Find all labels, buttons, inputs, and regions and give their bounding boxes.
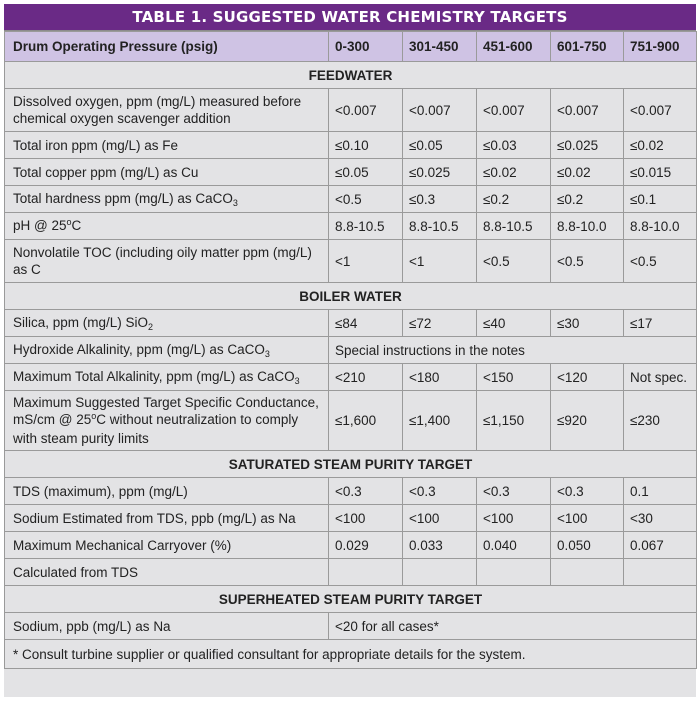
table-row xyxy=(5,478,697,505)
chemistry-table xyxy=(4,31,697,669)
cell: <0.007 xyxy=(329,89,403,132)
cell: <0.3 xyxy=(403,478,477,505)
table-row xyxy=(5,364,697,391)
header-col: 601-750 xyxy=(551,32,624,62)
subscript: 3 xyxy=(264,348,270,359)
merged-cell: <20 for all cases* xyxy=(329,613,697,640)
footnote: * Consult turbine supplier or qualified consultant for appropriate details for the system. xyxy=(5,640,697,669)
cell: <1 xyxy=(403,240,477,283)
footnote-row xyxy=(5,640,697,669)
cell: ≤0.025 xyxy=(403,159,477,186)
cell: <0.007 xyxy=(551,89,624,132)
water-chemistry-table-panel xyxy=(4,4,696,697)
cell: 8.8-10.5 xyxy=(329,213,403,240)
cell: ≤0.10 xyxy=(329,132,403,159)
label-text: C without neutralization to comply with steam purity limits xyxy=(13,412,299,446)
label-text: Maximum Total Alkalinity, ppm (mg/L) as CaCO xyxy=(13,368,295,384)
cell: 8.8-10.0 xyxy=(624,213,697,240)
cell: Not spec. xyxy=(624,364,697,391)
cell: ≤1,400 xyxy=(403,391,477,451)
cell: <0.3 xyxy=(329,478,403,505)
subscript: 2 xyxy=(148,321,154,332)
header-col: 0-300 xyxy=(329,32,403,62)
row-label xyxy=(5,213,329,240)
cell: ≤0.03 xyxy=(477,132,551,159)
cell: 8.8-10.0 xyxy=(551,213,624,240)
row-label xyxy=(5,310,329,337)
label-text: Maximum Suggested Target Specific Conductance, mS/cm @ 25 xyxy=(13,395,319,427)
cell: <100 xyxy=(551,505,624,532)
label-text: C xyxy=(71,217,82,233)
table-row xyxy=(5,310,697,337)
cell: <100 xyxy=(403,505,477,532)
subscript: 3 xyxy=(294,375,300,386)
table-row xyxy=(5,505,697,532)
table-row xyxy=(5,132,697,159)
cell: ≤0.05 xyxy=(403,132,477,159)
cell: 8.8-10.5 xyxy=(403,213,477,240)
cell: <210 xyxy=(329,364,403,391)
cell: <0.5 xyxy=(624,240,697,283)
cell: ≤84 xyxy=(329,310,403,337)
table-title: TABLE 1. SUGGESTED WATER CHEMISTRY TARGETS xyxy=(4,4,696,31)
cell: ≤920 xyxy=(551,391,624,451)
cell: 0.033 xyxy=(403,532,477,559)
row-label xyxy=(5,337,329,364)
cell: ≤0.025 xyxy=(551,132,624,159)
cell: <30 xyxy=(624,505,697,532)
table-row xyxy=(5,391,697,451)
section-row xyxy=(5,62,697,89)
cell xyxy=(624,559,697,586)
cell: ≤0.05 xyxy=(329,159,403,186)
cell: ≤1,150 xyxy=(477,391,551,451)
header-label: Drum Operating Pressure (psig) xyxy=(5,32,329,62)
cell: ≤0.2 xyxy=(551,186,624,213)
cell: ≤230 xyxy=(624,391,697,451)
row-label: Total copper ppm (mg/L) as Cu xyxy=(5,159,329,186)
cell: 0.1 xyxy=(624,478,697,505)
superscript: o xyxy=(66,216,72,227)
cell: <150 xyxy=(477,364,551,391)
cell: ≤17 xyxy=(624,310,697,337)
cell: ≤40 xyxy=(477,310,551,337)
section-row xyxy=(5,586,697,613)
row-label: Nonvolatile TOC (including oily matter ppm (mg/L) as C xyxy=(5,240,329,283)
cell: <0.007 xyxy=(403,89,477,132)
cell: <0.5 xyxy=(477,240,551,283)
cell: 0.067 xyxy=(624,532,697,559)
cell: <0.3 xyxy=(551,478,624,505)
superscript: o xyxy=(91,411,97,421)
cell: ≤30 xyxy=(551,310,624,337)
cell xyxy=(551,559,624,586)
cell: ≤1,600 xyxy=(329,391,403,451)
table-row xyxy=(5,613,697,640)
cell: ≤0.2 xyxy=(477,186,551,213)
row-label: Sodium, ppb (mg/L) as Na xyxy=(5,613,329,640)
cell: ≤0.02 xyxy=(551,159,624,186)
cell: <0.5 xyxy=(551,240,624,283)
subscript: 3 xyxy=(232,197,238,208)
merged-cell: Special instructions in the notes xyxy=(329,337,697,364)
label-text: Total hardness ppm (mg/L) as CaCO xyxy=(13,190,233,206)
table-row xyxy=(5,213,697,240)
cell: <100 xyxy=(329,505,403,532)
header-col: 751-900 xyxy=(624,32,697,62)
cell: ≤0.02 xyxy=(477,159,551,186)
header-col: 301-450 xyxy=(403,32,477,62)
cell xyxy=(329,559,403,586)
cell: <0.007 xyxy=(477,89,551,132)
section-feedwater: FEEDWATER xyxy=(5,62,697,89)
cell: <0.007 xyxy=(624,89,697,132)
cell xyxy=(477,559,551,586)
cell: <0.3 xyxy=(477,478,551,505)
cell: ≤0.015 xyxy=(624,159,697,186)
cell: <1 xyxy=(329,240,403,283)
section-boiler-water: BOILER WATER xyxy=(5,283,697,310)
cell: ≤0.3 xyxy=(403,186,477,213)
cell: 0.040 xyxy=(477,532,551,559)
cell xyxy=(403,559,477,586)
section-row xyxy=(5,451,697,478)
label-text: Silica, ppm (mg/L) SiO xyxy=(13,314,149,330)
row-label: Dissolved oxygen, ppm (mg/L) measured before chemical oxygen scavenger addition xyxy=(5,89,329,132)
cell: 0.029 xyxy=(329,532,403,559)
row-label: Total iron ppm (mg/L) as Fe xyxy=(5,132,329,159)
label-text: pH @ 25 xyxy=(13,217,67,233)
cell: <0.5 xyxy=(329,186,403,213)
row-label xyxy=(5,391,329,451)
cell: 8.8-10.5 xyxy=(477,213,551,240)
table-row xyxy=(5,240,697,283)
cell: ≤0.02 xyxy=(624,132,697,159)
table-row xyxy=(5,337,697,364)
row-label: Sodium Estimated from TDS, ppb (mg/L) as Na xyxy=(5,505,329,532)
section-superheated-steam: SUPERHEATED STEAM PURITY TARGET xyxy=(5,586,697,613)
cell: ≤0.1 xyxy=(624,186,697,213)
cell: <100 xyxy=(477,505,551,532)
cell: 0.050 xyxy=(551,532,624,559)
row-label xyxy=(5,186,329,213)
table-row xyxy=(5,89,697,132)
row-label: TDS (maximum), ppm (mg/L) xyxy=(5,478,329,505)
cell: ≤72 xyxy=(403,310,477,337)
table-row xyxy=(5,159,697,186)
row-label xyxy=(5,364,329,391)
table-row xyxy=(5,532,697,559)
section-saturated-steam: SATURATED STEAM PURITY TARGET xyxy=(5,451,697,478)
header-row xyxy=(5,32,697,62)
row-label: Maximum Mechanical Carryover (%) xyxy=(5,532,329,559)
table-row xyxy=(5,559,697,586)
section-row xyxy=(5,283,697,310)
table-row xyxy=(5,186,697,213)
header-col: 451-600 xyxy=(477,32,551,62)
row-label: Calculated from TDS xyxy=(5,559,329,586)
cell: <180 xyxy=(403,364,477,391)
cell: <120 xyxy=(551,364,624,391)
label-text: Hydroxide Alkalinity, ppm (mg/L) as CaCO xyxy=(13,341,265,357)
